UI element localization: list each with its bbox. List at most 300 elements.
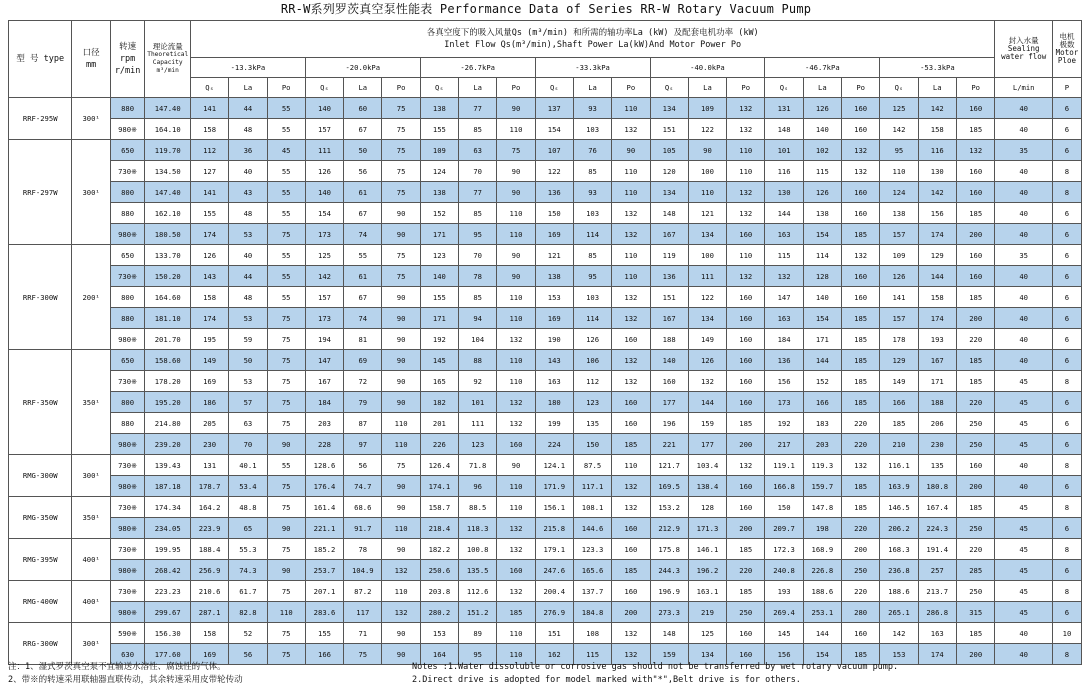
data-cell: 173 [305,224,343,245]
data-cell: 195 [190,329,228,350]
data-cell: 40.1 [229,455,267,476]
data-cell: 61 [344,266,382,287]
data-cell: 132 [497,581,535,602]
data-cell: 162.10 [145,203,190,224]
data-cell: 45 [995,413,1052,434]
header-poles-cn1: 电机 [1059,32,1075,41]
data-cell: 980※ [110,560,145,581]
data-cell: 160 [842,182,880,203]
data-cell: 149 [190,350,228,371]
data-cell: 218.4 [420,518,458,539]
data-cell: 121 [535,245,573,266]
data-cell: 129 [918,245,956,266]
data-cell: 132 [497,392,535,413]
data-cell: 90 [267,518,305,539]
data-cell: 224 [535,434,573,455]
data-cell: 110 [382,413,420,434]
data-cell: 144 [765,203,803,224]
data-cell: 111 [305,140,343,161]
data-cell: 40 [995,98,1052,119]
data-cell: 188.6 [880,581,918,602]
data-cell: 55 [267,455,305,476]
data-cell: 138 [803,203,841,224]
data-cell: 40 [995,350,1052,371]
data-cell: 45 [995,539,1052,560]
data-cell: 70 [459,245,497,266]
data-cell: 162 [535,644,573,665]
data-cell: 132 [842,455,880,476]
subcolumn-header: Po [956,78,995,98]
table-row [9,98,1082,119]
data-cell: 45 [995,560,1052,581]
header-rpm [110,21,145,98]
data-cell: 74 [344,308,382,329]
subcolumn-header: Po [727,78,765,98]
data-cell: 154 [305,203,343,224]
data-cell: 75 [382,140,420,161]
data-cell: 120 [650,161,688,182]
header-bore-unit: mm [85,60,97,70]
data-cell: 165 [420,371,458,392]
data-cell: 207.1 [305,581,343,602]
data-cell: 174 [190,308,228,329]
data-cell: 40 [995,287,1052,308]
data-cell: 132 [842,245,880,266]
subcolumn-header: Qₛ [535,78,573,98]
data-cell: 165.6 [573,560,611,581]
subcolumn-header: Qₛ [880,78,918,98]
data-cell: 67 [344,287,382,308]
data-cell: 167 [918,350,956,371]
data-cell: 90 [267,560,305,581]
data-cell: 221.1 [305,518,343,539]
data-cell: 880 [110,203,145,224]
data-cell: 166 [880,392,918,413]
data-cell: 206 [918,413,956,434]
table-row [9,476,1082,497]
data-cell: 148 [765,119,803,140]
table-row [9,182,1082,203]
data-cell: 164.10 [145,119,190,140]
table-row [9,224,1082,245]
data-cell: 93 [573,182,611,203]
data-cell: 126 [305,161,343,182]
data-cell: 132 [956,140,995,161]
data-cell: 980※ [110,602,145,623]
data-cell: 77 [459,182,497,203]
data-cell: 226.8 [803,560,841,581]
data-cell: 10 [1052,623,1081,644]
data-cell: 75 [382,119,420,140]
data-cell: 43 [229,182,267,203]
data-cell: 143 [190,266,228,287]
data-cell: 132 [727,455,765,476]
table-row [9,392,1082,413]
data-cell: 178.7 [190,476,228,497]
data-cell: 156.1 [535,497,573,518]
data-cell: 153 [535,287,573,308]
data-cell: 45 [267,140,305,161]
data-cell: 55.3 [229,539,267,560]
data-cell: 210 [880,434,918,455]
data-cell: 6 [1052,266,1081,287]
data-cell: 154 [535,119,573,140]
data-cell: 200 [956,644,995,665]
data-cell: 158.60 [145,350,190,371]
data-cell: 144.6 [573,518,611,539]
data-cell: 110 [612,455,650,476]
data-cell: 127 [190,161,228,182]
data-cell: 132 [497,329,535,350]
data-cell: 650 [110,140,145,161]
data-cell: 185.2 [305,539,343,560]
data-cell: 110 [497,119,535,140]
data-cell: 240.8 [765,560,803,581]
data-cell: 75 [267,581,305,602]
data-cell: 223.23 [145,581,190,602]
data-cell: 132 [612,476,650,497]
data-cell: 280.2 [420,602,458,623]
data-cell: 122 [535,161,573,182]
data-cell: 257 [918,560,956,581]
data-cell: 220 [842,518,880,539]
data-cell: 132 [727,203,765,224]
data-cell: 169 [535,308,573,329]
data-cell: 206.2 [880,518,918,539]
data-cell: 155 [190,203,228,224]
data-cell: 160 [727,287,765,308]
subcolumn-header: Qₛ [420,78,458,98]
bore-cell: 350¹ [72,350,110,455]
data-cell: 154 [803,224,841,245]
pressure-header: -13.3kPa [190,58,305,78]
data-cell: 186 [190,392,228,413]
data-cell: 85 [459,203,497,224]
data-cell: 236.8 [880,560,918,581]
data-cell: 75 [344,644,382,665]
data-cell: 123 [573,392,611,413]
data-cell: 140 [650,350,688,371]
data-cell: 980※ [110,224,145,245]
data-cell: 150.20 [145,266,190,287]
data-cell: 158 [190,287,228,308]
data-cell: 124 [420,161,458,182]
data-cell: 132 [497,539,535,560]
data-cell: 147.8 [803,497,841,518]
data-cell: 149 [688,329,726,350]
data-cell: 40 [995,329,1052,350]
data-cell: 200 [612,602,650,623]
data-cell: 172.3 [765,539,803,560]
data-cell: 114 [803,245,841,266]
data-cell: 109 [880,245,918,266]
data-cell: 192 [765,413,803,434]
header-bore [72,21,110,98]
bore-cell: 350¹ [72,497,110,539]
data-cell: 132 [688,371,726,392]
data-cell: 131 [190,455,228,476]
data-cell: 6 [1052,119,1081,140]
data-cell: 980※ [110,476,145,497]
poles-unit-header: P [1052,78,1081,98]
data-cell: 116.1 [880,455,918,476]
subcolumn-header: Qₛ [765,78,803,98]
data-cell: 250 [956,518,995,539]
data-cell: 185 [842,224,880,245]
data-cell: 203 [803,434,841,455]
data-cell: 153.2 [650,497,688,518]
data-cell: 217 [765,434,803,455]
data-cell: 90 [382,308,420,329]
data-cell: 100 [688,245,726,266]
data-cell: 126 [880,266,918,287]
data-cell: 135.5 [459,560,497,581]
data-cell: 75 [267,644,305,665]
data-cell: 265.1 [880,602,918,623]
data-cell: 160 [497,434,535,455]
data-cell: 52 [229,623,267,644]
data-cell: 800 [110,392,145,413]
data-cell: 115 [573,644,611,665]
data-cell: 200 [727,434,765,455]
data-cell: 169 [190,371,228,392]
data-cell: 100.8 [459,539,497,560]
data-cell: 166 [305,644,343,665]
data-cell: 6 [1052,560,1081,581]
data-cell: 103.4 [688,455,726,476]
data-cell: 111 [688,266,726,287]
data-cell: 212.9 [650,518,688,539]
data-cell: 220 [842,413,880,434]
data-cell: 75 [267,497,305,518]
data-cell: 142 [305,266,343,287]
data-cell: 147.40 [145,182,190,203]
data-cell: 138 [420,182,458,203]
data-cell: 136 [650,266,688,287]
data-cell: 160 [612,581,650,602]
data-cell: 220 [727,560,765,581]
data-cell: 8 [1052,581,1081,602]
data-cell: 173 [305,308,343,329]
data-cell: 253.7 [305,560,343,581]
data-cell: 75 [382,245,420,266]
data-cell: 126 [190,245,228,266]
data-cell: 171.3 [688,518,726,539]
data-cell: 109 [688,98,726,119]
subcolumn-header: Po [497,78,535,98]
data-cell: 185 [956,119,995,140]
data-cell: 185 [842,476,880,497]
data-cell: 151.2 [459,602,497,623]
data-cell: 250 [727,602,765,623]
data-cell: 650 [110,350,145,371]
data-cell: 203 [305,413,343,434]
data-cell: 45 [995,392,1052,413]
data-cell: 40 [995,644,1052,665]
data-cell: 650 [110,245,145,266]
data-cell: 97 [344,434,382,455]
data-cell: 70 [229,434,267,455]
data-cell: 163.9 [880,476,918,497]
data-cell: 6 [1052,476,1081,497]
data-cell: 103 [573,203,611,224]
data-cell: 167.4 [918,497,956,518]
data-cell: 110 [612,266,650,287]
data-cell: 69 [344,350,382,371]
data-cell: 160 [612,329,650,350]
data-cell: 880 [110,413,145,434]
data-cell: 110 [497,203,535,224]
data-cell: 55 [267,182,305,203]
data-cell: 94 [459,308,497,329]
data-cell: 200.4 [535,581,573,602]
data-cell: 57 [229,392,267,413]
data-cell: 220 [956,539,995,560]
header-poles-en2: Ploe [1057,56,1076,65]
data-cell: 180.8 [918,476,956,497]
data-cell: 6 [1052,308,1081,329]
data-cell: 74.7 [344,476,382,497]
subcolumn-header: Qₛ [305,78,343,98]
data-cell: 132 [612,350,650,371]
data-cell: 192 [420,329,458,350]
model-cell: RMG-395W [9,539,72,581]
data-cell: 250 [956,581,995,602]
data-cell: 118.3 [459,518,497,539]
data-cell: 193 [765,581,803,602]
data-cell: 87 [344,413,382,434]
data-cell: 90 [382,497,420,518]
data-cell: 151 [650,119,688,140]
subcolumn-header: Qₛ [190,78,228,98]
data-cell: 87.2 [344,581,382,602]
header-sealing-en2: water flow [1001,52,1047,61]
data-cell: 40 [229,161,267,182]
data-cell: 125 [305,245,343,266]
data-cell: 110 [612,98,650,119]
data-cell: 214.80 [145,413,190,434]
data-cell: 730※ [110,581,145,602]
header-sealing [995,21,1052,78]
data-cell: 95 [880,140,918,161]
data-cell: 108 [573,623,611,644]
data-cell: 730※ [110,161,145,182]
data-cell: 185 [956,203,995,224]
data-cell: 185 [880,413,918,434]
data-cell: 146.1 [688,539,726,560]
data-cell: 159.7 [803,476,841,497]
data-cell: 6 [1052,602,1081,623]
data-cell: 40 [995,455,1052,476]
data-cell: 590※ [110,623,145,644]
data-cell: 75 [267,308,305,329]
data-cell: 90 [382,539,420,560]
data-cell: 90 [497,266,535,287]
data-cell: 200 [842,539,880,560]
data-cell: 132 [727,266,765,287]
data-cell: 101 [765,140,803,161]
data-cell: 220 [956,329,995,350]
data-cell: 132 [727,182,765,203]
data-cell: 8 [1052,371,1081,392]
data-cell: 171 [420,308,458,329]
data-cell: 8 [1052,182,1081,203]
table-row [9,203,1082,224]
data-cell: 44 [229,266,267,287]
data-cell: 132 [612,623,650,644]
data-cell: 126 [573,329,611,350]
data-cell: 82.8 [229,602,267,623]
data-cell: 90 [497,455,535,476]
data-cell: 185 [612,434,650,455]
data-cell: 164.60 [145,287,190,308]
data-cell: 126 [688,350,726,371]
data-cell: 136 [765,350,803,371]
data-cell: 154 [803,308,841,329]
note-en-2: 2.Direct drive is adopted for model marked with"*",Belt drive is for others. [412,675,801,685]
data-cell: 55 [344,245,382,266]
header-capacity-en1: Theoretical [147,51,189,58]
bore-cell: 300¹ [72,140,110,245]
data-cell: 185 [727,539,765,560]
data-cell: 164 [420,644,458,665]
data-cell: 160 [612,518,650,539]
data-cell: 980※ [110,329,145,350]
data-cell: 160 [497,560,535,581]
data-cell: 153 [880,644,918,665]
data-cell: 160 [842,266,880,287]
data-cell: 157 [880,308,918,329]
data-cell: 179.1 [535,539,573,560]
data-cell: 110 [612,161,650,182]
data-cell: 138.4 [688,476,726,497]
data-cell: 110 [382,434,420,455]
data-cell: 110 [497,308,535,329]
data-cell: 160 [956,455,995,476]
data-cell: 160 [727,497,765,518]
data-cell: 160 [612,413,650,434]
data-cell: 6 [1052,329,1081,350]
data-cell: 145 [765,623,803,644]
bore-cell: 300¹ [72,98,110,140]
data-cell: 730※ [110,497,145,518]
note-cn-2: 2、带※的转速采用联轴器直联传动，其余转速采用皮带轮传动 [8,675,243,685]
data-cell: 136 [535,182,573,203]
data-cell: 135 [573,413,611,434]
data-cell: 188.4 [190,539,228,560]
data-cell: 155 [420,287,458,308]
data-cell: 132 [765,266,803,287]
data-cell: 177 [688,434,726,455]
data-cell: 61 [344,182,382,203]
data-cell: 55 [267,161,305,182]
data-cell: 209.7 [765,518,803,539]
table-row [9,539,1082,560]
data-cell: 132 [612,308,650,329]
data-cell: 171 [803,329,841,350]
data-cell: 286.8 [918,602,956,623]
data-cell: 75 [267,392,305,413]
data-cell: 61.7 [229,581,267,602]
data-cell: 147 [765,287,803,308]
data-cell: 250 [956,434,995,455]
table-row [9,371,1082,392]
data-cell: 40 [995,476,1052,497]
data-cell: 174 [918,644,956,665]
data-cell: 140 [803,119,841,140]
data-cell: 157 [880,224,918,245]
data-cell: 110 [497,644,535,665]
